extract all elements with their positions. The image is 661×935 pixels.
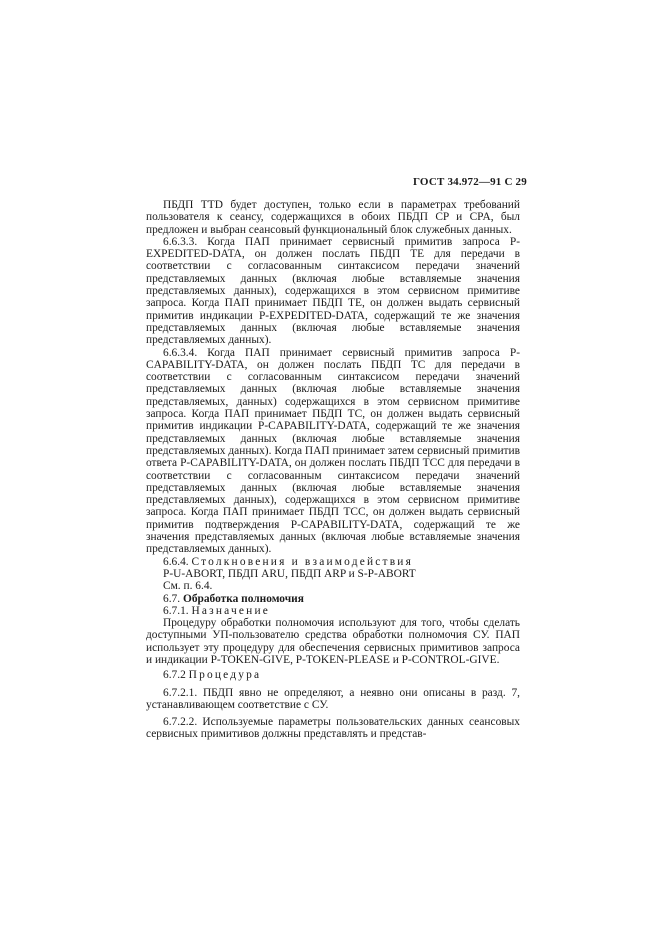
heading-6-7-1-title: Назначение xyxy=(191,604,271,617)
heading-6-7-1 xyxy=(146,605,520,617)
heading-6-6-4-continuation: P-U-ABORT, ПБДП ARU, ПБДП ARP и S-P-ABORT xyxy=(163,567,416,580)
heading-6-7-2-number: 6.7.2 xyxy=(163,669,186,682)
document-body xyxy=(146,199,520,741)
heading-6-7 xyxy=(146,593,520,605)
heading-6-7-2 xyxy=(146,669,520,681)
paragraph-6-6-3-3: 6.6.3.3. Когда ПАП принимает сервисный примитив запроса P-EXPEDITED-DATA, он должен послать ПБДП ТЕ для передачи в соответствии с согласованным синтаксисом передачи значений представляемых данных (включая любые вставляемые значения представляемых данных), содержащихся в этом сервисном примитиве запроса. Когда ПАП принимает ПБДП ТЕ, он должен выдать сервисный примитив индикации P-EXPEDITED-DATA, содержащий те же значения представляемых данных (включая любые вставляемые значения представляемых данных). xyxy=(146,235,520,347)
heading-6-7-1-number: 6.7.1. xyxy=(163,604,189,617)
paragraph-6-7-2-2: 6.7.2.2. Используемые параметры пользовательских данных сеансовых сервисных примитивов должны представлять и представ- xyxy=(146,716,520,741)
heading-6-6-4 xyxy=(146,556,520,568)
paragraph-6-7-1: Процедуру обработки полномочия используют для того, чтобы сделать доступными УП-пользователю средства обработки полномочия СУ. ПАП использует эту процедуру для обеспечения сервисных примитивов запроса и индикации P-TOKEN-GIVE, P-TOKEN-PLEASE и P-CONTROL-GIVE. xyxy=(146,617,520,666)
heading-6-7-2-title: Процедура xyxy=(188,669,262,682)
paragraph-ttd: ПБДП TTD будет доступен, только если в параметрах требований пользователя к сеансу, содержащихся в обоих ПБДП CP и CPA, был предложен и выбран сеансовый функциональный блок служебных данных. xyxy=(146,199,520,236)
heading-6-7-number: 6.7. xyxy=(163,592,181,605)
paragraph-6-6-3-4: 6.6.3.4. Когда ПАП принимает сервисный примитив запроса P-CAPABILITY-DATA, он должен послать ПБДП ТС для передачи в соответствии с согласованным синтаксисом передачи значений представляемых данных (включая любые вставляемые значения представляемых, данных) содержащихся в этом сервисном примитиве запроса. Когда ПАП принимает ПБДП ТС, он должен выдать сервисный примитив индикации P-CAPABILITY-DATA, содержащий те же значения представляемых данных (включая любые вставляемые значения представляемых данных). Когда ПАП принимает затем сервисный примитив ответа P-CAPABILITY-DATA, он должен послать ПБДП ТСС для передачи в соответствии с согласованным синтаксисом передачи значений представляемых данных (включая любые вставляемые значения представляемых данных), содержащихся в этом сервисном примитиве запроса. Когда ПАП принимает ПБДП ТСС, он должен выдать сервисный примитив подтверждения P-CAPABILITY-DATA, содержащий те же значения представляемых данных (включая любые вставляемые значения представляемых данных). xyxy=(146,346,520,556)
see-reference: См. п. 6.4. xyxy=(163,580,213,593)
heading-6-6-4-number: 6.6.4. xyxy=(163,555,189,568)
paragraph-6-7-2-1: 6.7.2.1. ПБДП явно не определяют, а неявно они описаны в разд. 7, устанавливающем соответствие с СУ. xyxy=(146,686,520,711)
heading-6-7-title: Обработка полномочия xyxy=(182,592,304,605)
heading-6-6-4-title: Столкновения и взаимодействия xyxy=(191,555,414,568)
page-header: ГОСТ 34.972—91 С 29 xyxy=(413,176,527,188)
